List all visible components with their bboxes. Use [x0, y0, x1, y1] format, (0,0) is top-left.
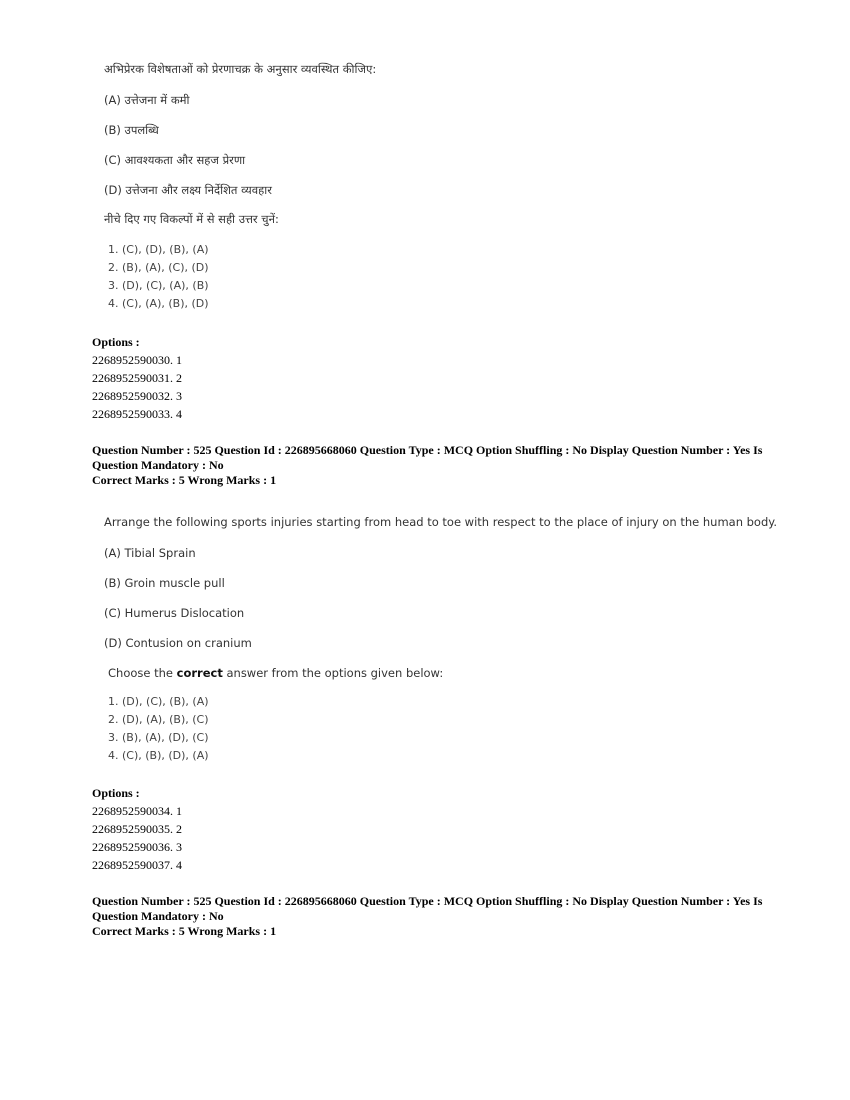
meta-line-2: Question Mandatory : No — [92, 458, 224, 472]
meta-line-3: Correct Marks : 5 Wrong Marks : 1 — [92, 473, 277, 487]
question-2-stem: Arrange the following sports injuries starting from head to toe with respect to the place of injury on the human body. — [104, 515, 778, 529]
question-1-item-a: (A) उत्तेजना में कमी — [104, 93, 190, 107]
option-id: 2268952590035. 2 — [92, 822, 182, 836]
question-1-choice-1: 1. (C), (D), (B), (A) — [108, 243, 209, 256]
question-2-item-c: (C) Humerus Dislocation — [104, 606, 245, 620]
question-meta-2 — [92, 894, 772, 939]
question-1-choice-2: 2. (B), (A), (C), (D) — [108, 261, 209, 274]
question-2-item-a: (A) Tibial Sprain — [104, 546, 196, 560]
option-id: 2268952590036. 3 — [92, 840, 182, 854]
question-1-instruction: नीचे दिए गए विकल्पों में से सही उत्तर चुनें: — [104, 212, 279, 226]
option-id: 2268952590032. 3 — [92, 389, 182, 403]
question-2-choice-2: 2. (D), (A), (B), (C) — [108, 713, 209, 726]
question-2-choice-4: 4. (C), (B), (D), (A) — [108, 749, 209, 762]
question-1-stem: अभिप्रेरक विशेषताओं को प्रेरणाचक्र के अनुसार व्यवस्थित कीजिए: — [104, 62, 377, 76]
question-2-choice-1: 1. (D), (C), (B), (A) — [108, 695, 209, 708]
instruction-text-pre: Choose the — [108, 666, 177, 680]
question-1-item-b: (B) उपलब्धि — [104, 123, 159, 137]
option-id: 2268952590034. 1 — [92, 804, 182, 818]
question-2-item-d: (D) Contusion on cranium — [104, 636, 252, 650]
question-2-instruction — [108, 666, 443, 680]
instruction-keyword: correct — [176, 666, 223, 680]
option-id: 2268952590033. 4 — [92, 407, 182, 421]
question-meta-1 — [92, 443, 772, 488]
options-title: Options : — [92, 786, 140, 800]
question-1-item-c: (C) आवश्यकता और सहज प्रेरणा — [104, 153, 246, 167]
option-id: 2268952590031. 2 — [92, 371, 182, 385]
question-2-item-b: (B) Groin muscle pull — [104, 576, 225, 590]
option-id: 2268952590037. 4 — [92, 858, 182, 872]
instruction-text-post: answer from the options given below: — [222, 666, 444, 680]
question-1-options — [92, 333, 182, 423]
meta-line-1: Question Number : 525 Question Id : 226895668060 Question Type : MCQ Option Shuffling : No Display Question Number : Yes Is — [92, 894, 763, 908]
meta-line-1: Question Number : 525 Question Id : 226895668060 Question Type : MCQ Option Shuffling : No Display Question Number : Yes Is — [92, 443, 763, 457]
meta-line-3: Correct Marks : 5 Wrong Marks : 1 — [92, 924, 277, 938]
meta-line-2: Question Mandatory : No — [92, 909, 224, 923]
question-2-options — [92, 784, 182, 874]
question-1-choice-4: 4. (C), (A), (B), (D) — [108, 297, 209, 310]
options-title: Options : — [92, 335, 140, 349]
question-1-item-d: (D) उत्तेजना और लक्ष्य निर्देशित व्यवहार — [104, 183, 272, 197]
question-1-choice-3: 3. (D), (C), (A), (B) — [108, 279, 209, 292]
option-id: 2268952590030. 1 — [92, 353, 182, 367]
question-2-choice-3: 3. (B), (A), (D), (C) — [108, 731, 209, 744]
